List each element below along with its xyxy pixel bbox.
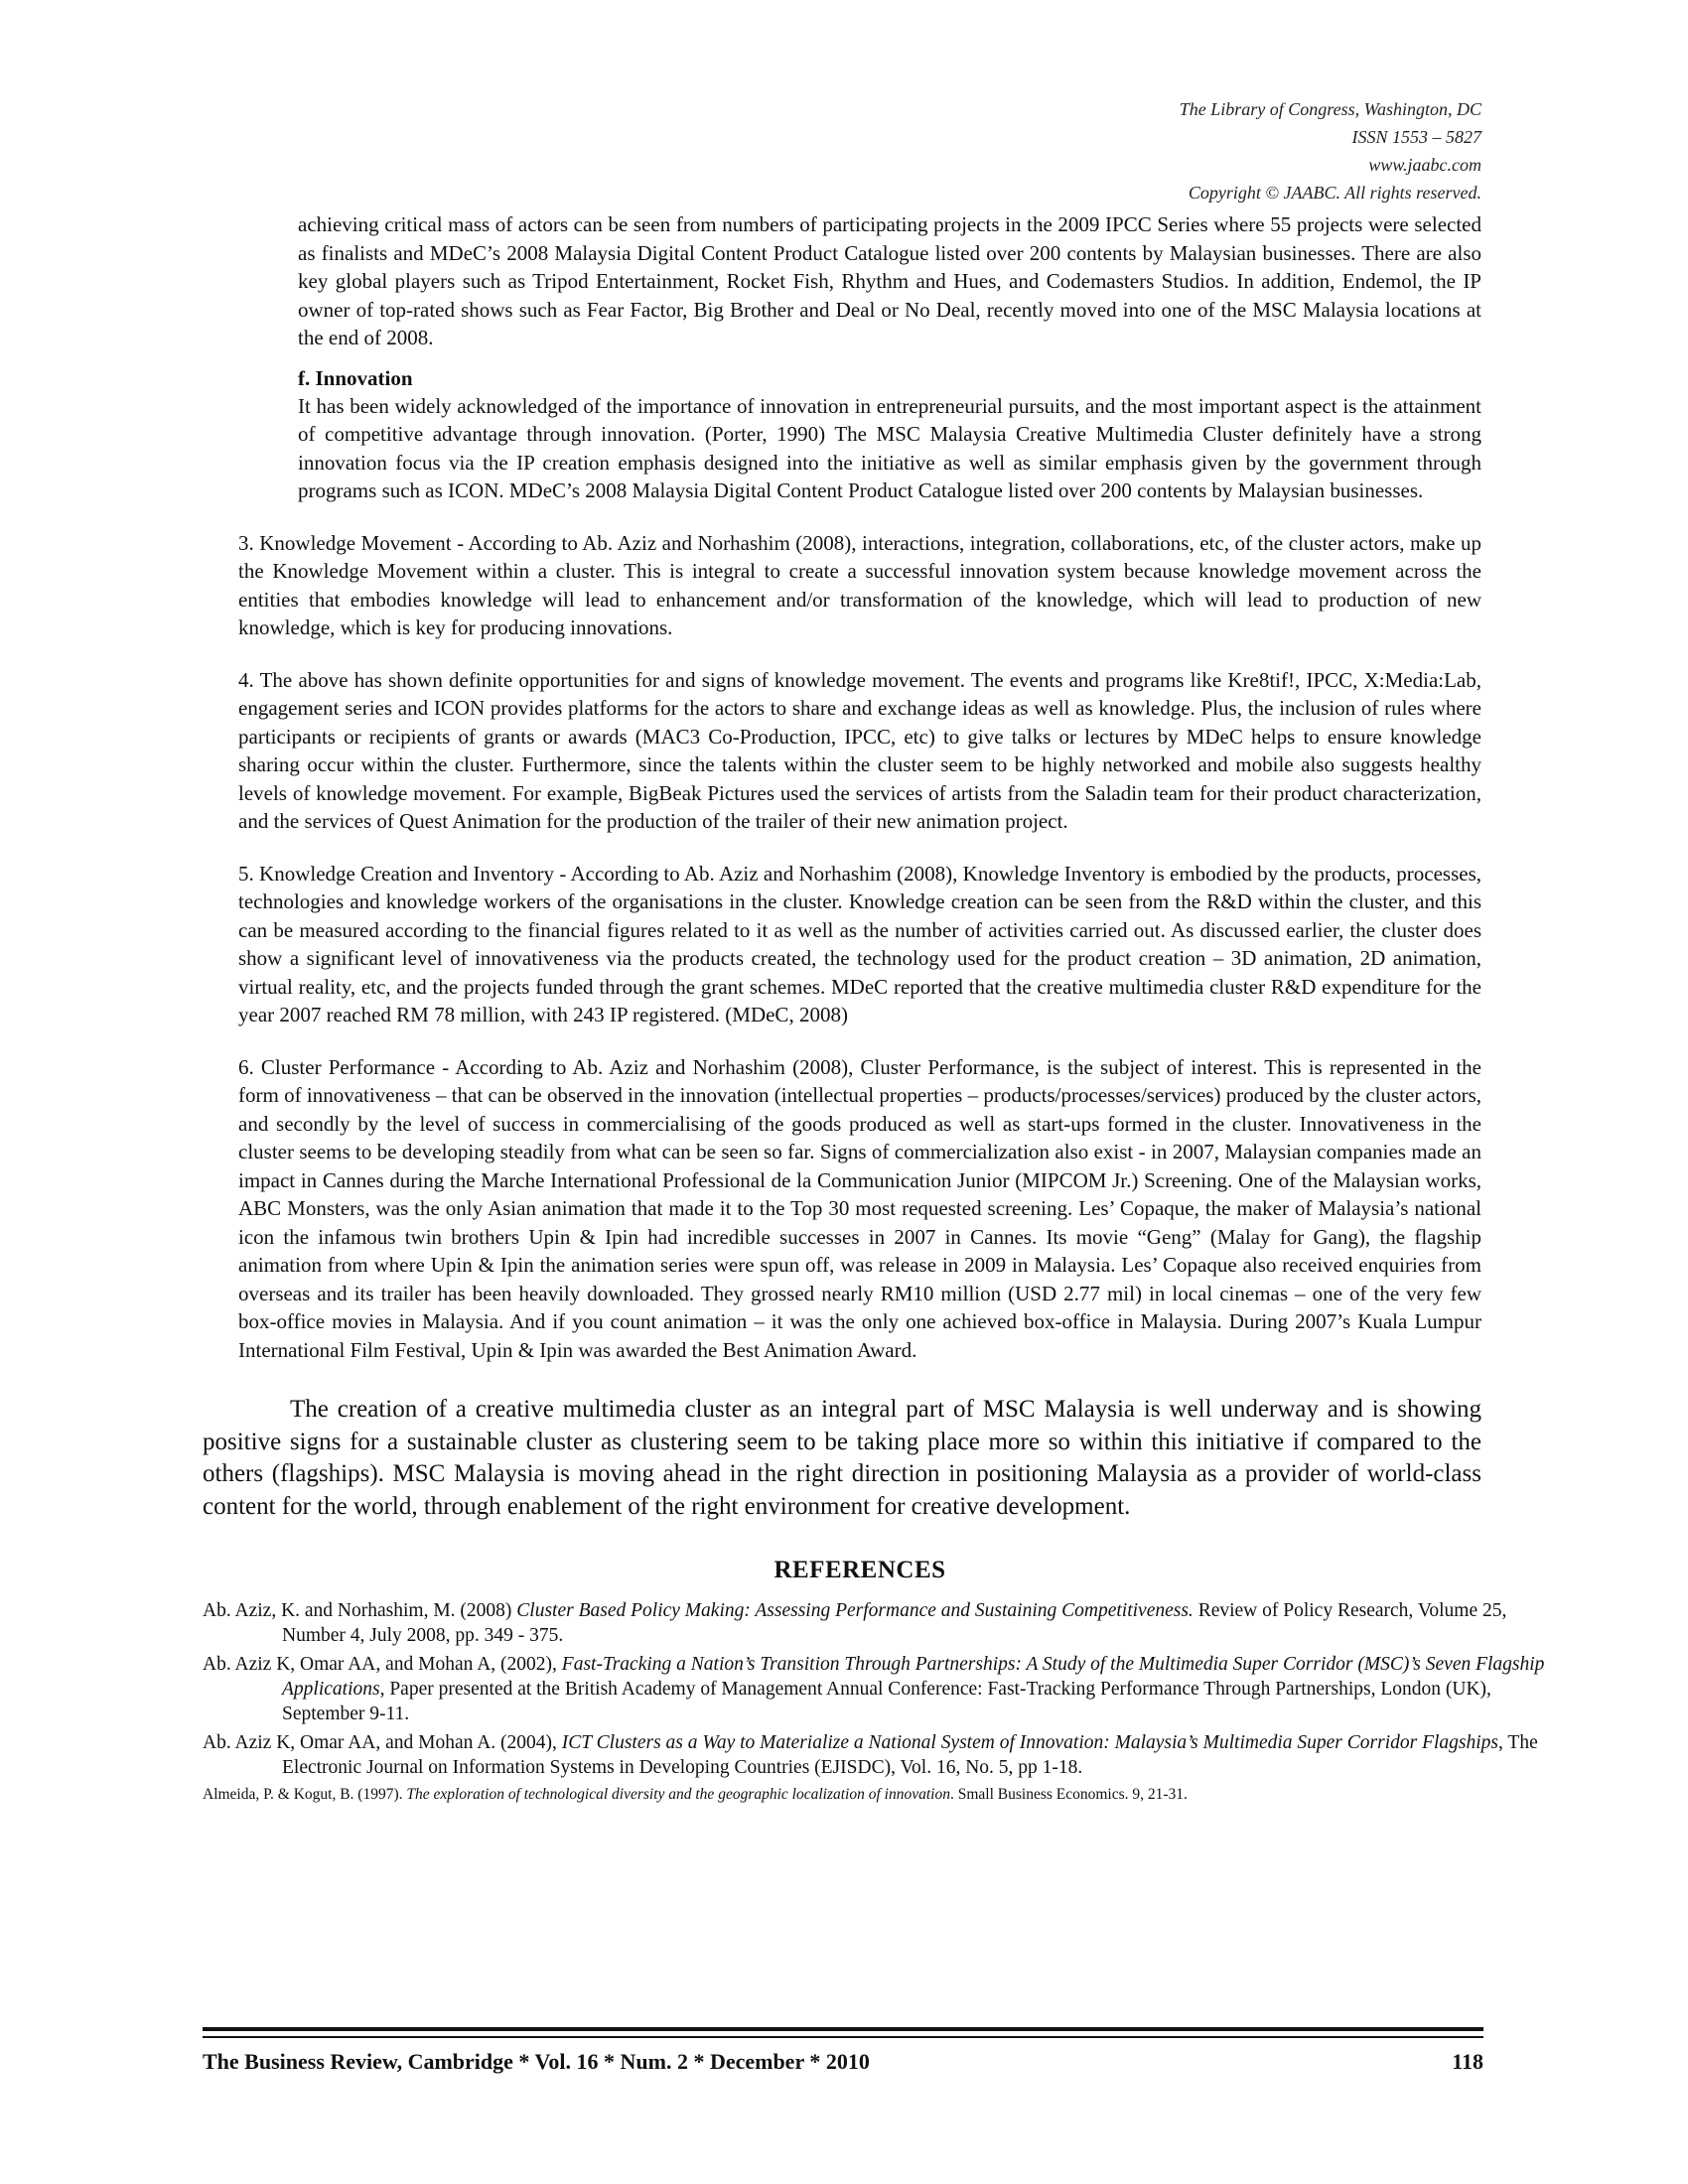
header-line-website: www.jaabc.com: [1368, 155, 1481, 175]
journal-header: [1180, 95, 1481, 206]
reference-item: Ab. Aziz, K. and Norhashim, M. (2008) Cluster Based Policy Making: Assessing Performance and Sustaining Competitiveness. Review of Policy Research, Volume 25, Number 4, July 2008, pp. 349 - 375.: [203, 1600, 1507, 1646]
footer-rule-thick: [203, 2027, 1483, 2031]
innovation-paragraph: It has been widely acknowledged of the importance of innovation in entrepreneurial pursuits, and the most important aspect is the attainment of competitive advantage through innovation. (Porter, 1990) The MSC Malaysia Creative Multimedia Cluster definitely have a strong innovation focus via the IP creation emphasis designed into the initiative as well as similar emphasis given by the government through programs such as ICON. MDeC’s 2008 Malaysia Digital Content Product Catalogue listed over 200 contents by Malaysian businesses.: [298, 393, 1481, 502]
item-knowledge-movement: 3. Knowledge Movement - According to Ab. Aziz and Norhashim (2008), interactions, integration, collaborations, etc, of the cluster actors, make up the Knowledge Movement within a cluster. This is integral to create a successful innovation system because knowledge movement across the entities that embodies knowledge will lead to enhancement and/or transformation of the knowledge, which will lead to production of new knowledge, which is key for producing innovations.: [238, 530, 1481, 639]
header-line-issn: ISSN 1553 – 5827: [1351, 127, 1481, 147]
item-knowledge-creation: 5. Knowledge Creation and Inventory - According to Ab. Aziz and Norhashim (2008), Knowledge Inventory is embodied by the products, processes, technologies and knowledge workers of the organisations in the cluster. Knowledge creation can be seen from the R&D within the cluster, and this can be measured according to the financial figures related to it as well as the number of activities carried out. As discussed earlier, the cluster does show a significant level of innovativeness via the products created, the technology used for the product creation – 3D animation, 2D animation, virtual reality, etc, and the projects funded through the grant schemes. MDeC reported that the creative multimedia cluster R&D expenditure for the year 2007 reached RM 78 million, with 243 IP registered. (MDeC, 2008): [238, 861, 1481, 1026]
footer-rule-thin: [203, 2036, 1483, 2038]
page-footer: [203, 2049, 1483, 2075]
page-body: [203, 210, 1545, 1810]
continued-paragraph: achieving critical mass of actors can be seen from numbers of participating projects in the 2009 IPCC Series where 55 projects were selected as finalists and MDeC’s 2008 Malaysia Digital Content Product Catalogue listed over 200 contents by Malaysian businesses. There are also key global players such as Tripod Entertainment, Rocket Fish, Rhythm and Hues, and Codemasters Studios. In addition, Endemol, the IP owner of top-rated shows such as Fear Factor, Big Brother and Deal or No Deal, recently moved into one of the MSC Malaysia locations at the end of 2008.: [298, 212, 1481, 349]
page-number: 118: [1452, 2049, 1483, 2074]
reference-item: Almeida, P. & Kogut, B. (1997). The exploration of technological diversity and the geographic localization of innovation. Small Business Economics. 9, 21-31.: [203, 1786, 1188, 1803]
references-heading: REFERENCES: [774, 1557, 946, 1583]
reference-item: Ab. Aziz K, Omar AA, and Mohan A, (2002), Fast-Tracking a Nation’s Transition Through Partnerships: A Study of the Multimedia Super Corridor (MSC)’s Seven Flagship Applications, Paper presented at the British Academy of Management Annual Conference: Fast-Tracking Performance Through Partnerships, London (UK), September 9-11.: [203, 1654, 1545, 1724]
item-cluster-performance: 6. Cluster Performance - According to Ab. Aziz and Norhashim (2008), Cluster Performance, is the subject of interest. This is represented in the form of innovativeness – that can be observed in the innovation (intellectual properties – products/processes/services) produced by the cluster actors, and secondly by the level of success in commercialising of the goods produced as well as start-ups formed in the cluster. Innovativeness in the cluster seems to be developing steadily from what can be seen so far. Signs of commercialization also exist - in 2007, Malaysian companies made an impact in Cannes during the Marche International Professional de la Communication Junior (MIPCOM Jr.) Screening. One of the Malaysian works, ABC Monsters, was the only Asian animation that made it to the Top 30 most requested screening. Les’ Copaque, the maker of Malaysia’s national icon the infamous twin brothers Upin & Ipin had incredible successes in 2007 in Cannes. Its movie “Geng” (Malay for Gang), the flagship animation from where Upin & Ipin the animation series were spun off, was release in 2009 in Malaysia. Les’ Copaque also received enquiries from overseas and its trailer has been heavily downloaded. They grossed nearly RM10 million (USD 2.77 mil) in local cinemas – one of the very few box-office movies in Malaysia. And if you count animation – it was the only one achieved box-office in Malaysia. During 2007’s Kuala Lumpur International Film Festival, Upin & Ipin was awarded the Best Animation Award.: [238, 1054, 1481, 1362]
header-line-copyright: Copyright © JAABC. All rights reserved.: [1188, 183, 1481, 203]
section-heading-innovation: f. Innovation: [298, 365, 413, 390]
conclusion-paragraph: The creation of a creative multimedia cluster as an integral part of MSC Malaysia is well underway and is showing positive signs for a sustainable cluster as clustering seem to be taking place more so within this initiative if compared to the others (flagships). MSC Malaysia is moving ahead in the right direction in positioning Malaysia as a provider of world-class content for the world, through enablement of the right environment for creative development.: [203, 1396, 1481, 1520]
header-line-library: The Library of Congress, Washington, DC: [1179, 99, 1481, 119]
reference-item: Ab. Aziz K, Omar AA, and Mohan A. (2004), ICT Clusters as a Way to Materialize a National System of Innovation: Malaysia’s Multimedia Super Corridor Flagships, The Electronic Journal on Information Systems in Developing Countries (EJISDC), Vol. 16, No. 5, pp 1-18.: [203, 1732, 1538, 1778]
item-knowledge-movement-signs: 4. The above has shown definite opportunities for and signs of knowledge movement. The events and programs like Kre8tif!, IPCC, X:Media:Lab, engagement series and ICON provides platforms for the actors to share and exchange ideas as well as knowledge. Plus, the inclusion of rules where participants or recipients of grants or awards (MAC3 Co-Production, IPCC, etc) to give talks or lectures by MDeC helps to ensure knowledge sharing occur within the cluster. Furthermore, since the talents within the cluster seem to be highly networked and mobile also suggests healthy levels of knowledge movement. For example, BigBeak Pictures used the services of artists from the Saladin team for their product characterization, and the services of Quest Animation for the production of the trailer of their new animation project.: [238, 667, 1481, 833]
footer-journal-info: The Business Review, Cambridge * Vol. 16 * Num. 2 * December * 2010: [203, 2049, 870, 2074]
